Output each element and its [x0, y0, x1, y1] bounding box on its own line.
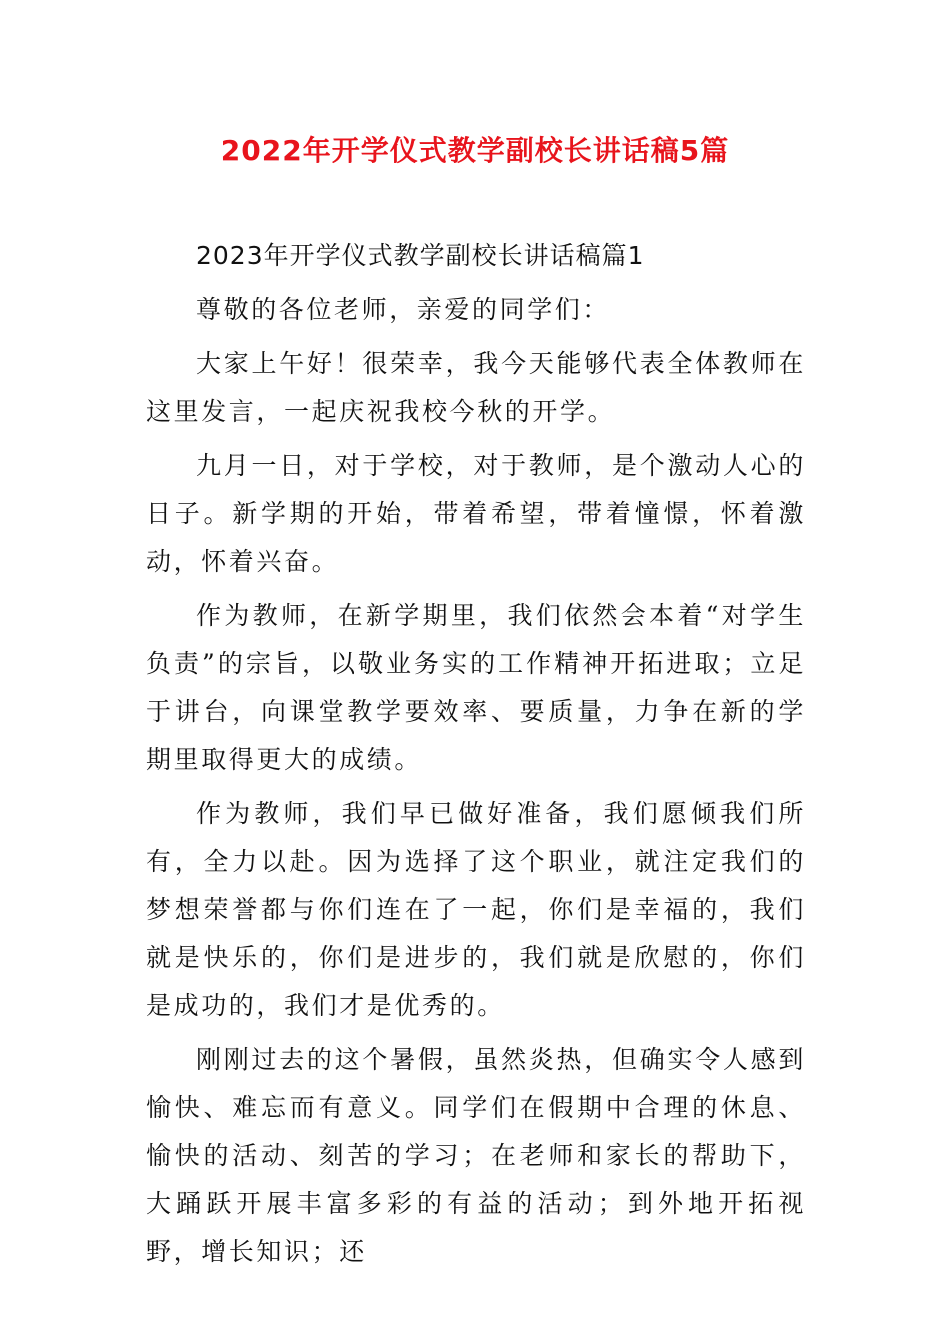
paragraph-greeting: 大家上午好！很荣幸，我今天能够代表全体教师在这里发言，一起庆祝我校今秋的开学。: [146, 349, 806, 426]
paragraph-summer-vacation: 刚刚过去的这个暑假，虽然炎热，但确实令人感到愉快、难忘而有意义。同学们在假期中合理的休息、愉快的活动、刻苦的学习；在老师和家长的帮助下，大踊跃开展丰富多彩的有益的活动；到外地开拓视野，增长知识；还: [146, 1045, 806, 1266]
paragraph-teacher-ready: 作为教师，我们早已做好准备，我们愿倾我们所有，全力以赴。因为选择了这个职业，就注定我们的梦想荣誉都与你们连在了一起，你们是幸福的，我们就是快乐的，你们是进步的，我们就是欣慰的，你们是成功的，我们才是优秀的。: [146, 799, 806, 1020]
paragraph-september: 九月一日，对于学校，对于教师，是个激动人心的日子。新学期的开始，带着希望，带着憧憬，怀着激动，怀着兴奋。: [146, 451, 806, 576]
document-title: 2022年开学仪式教学副校长讲话稿5篇: [220, 134, 730, 167]
section-heading: 2023年开学仪式教学副校长讲话稿篇1: [196, 241, 645, 270]
paragraph-teacher-responsibility: 作为教师，在新学期里，我们依然会本着“对学生负责”的宗旨，以敬业务实的工作精神开拓进取；立足于讲台，向课堂教学要效率、要质量，力争在新的学期里取得更大的成绩。: [146, 601, 806, 774]
document-body: [146, 232, 806, 1282]
paragraph-salutation: 尊敬的各位老师，亲爱的同学们：: [196, 295, 611, 324]
